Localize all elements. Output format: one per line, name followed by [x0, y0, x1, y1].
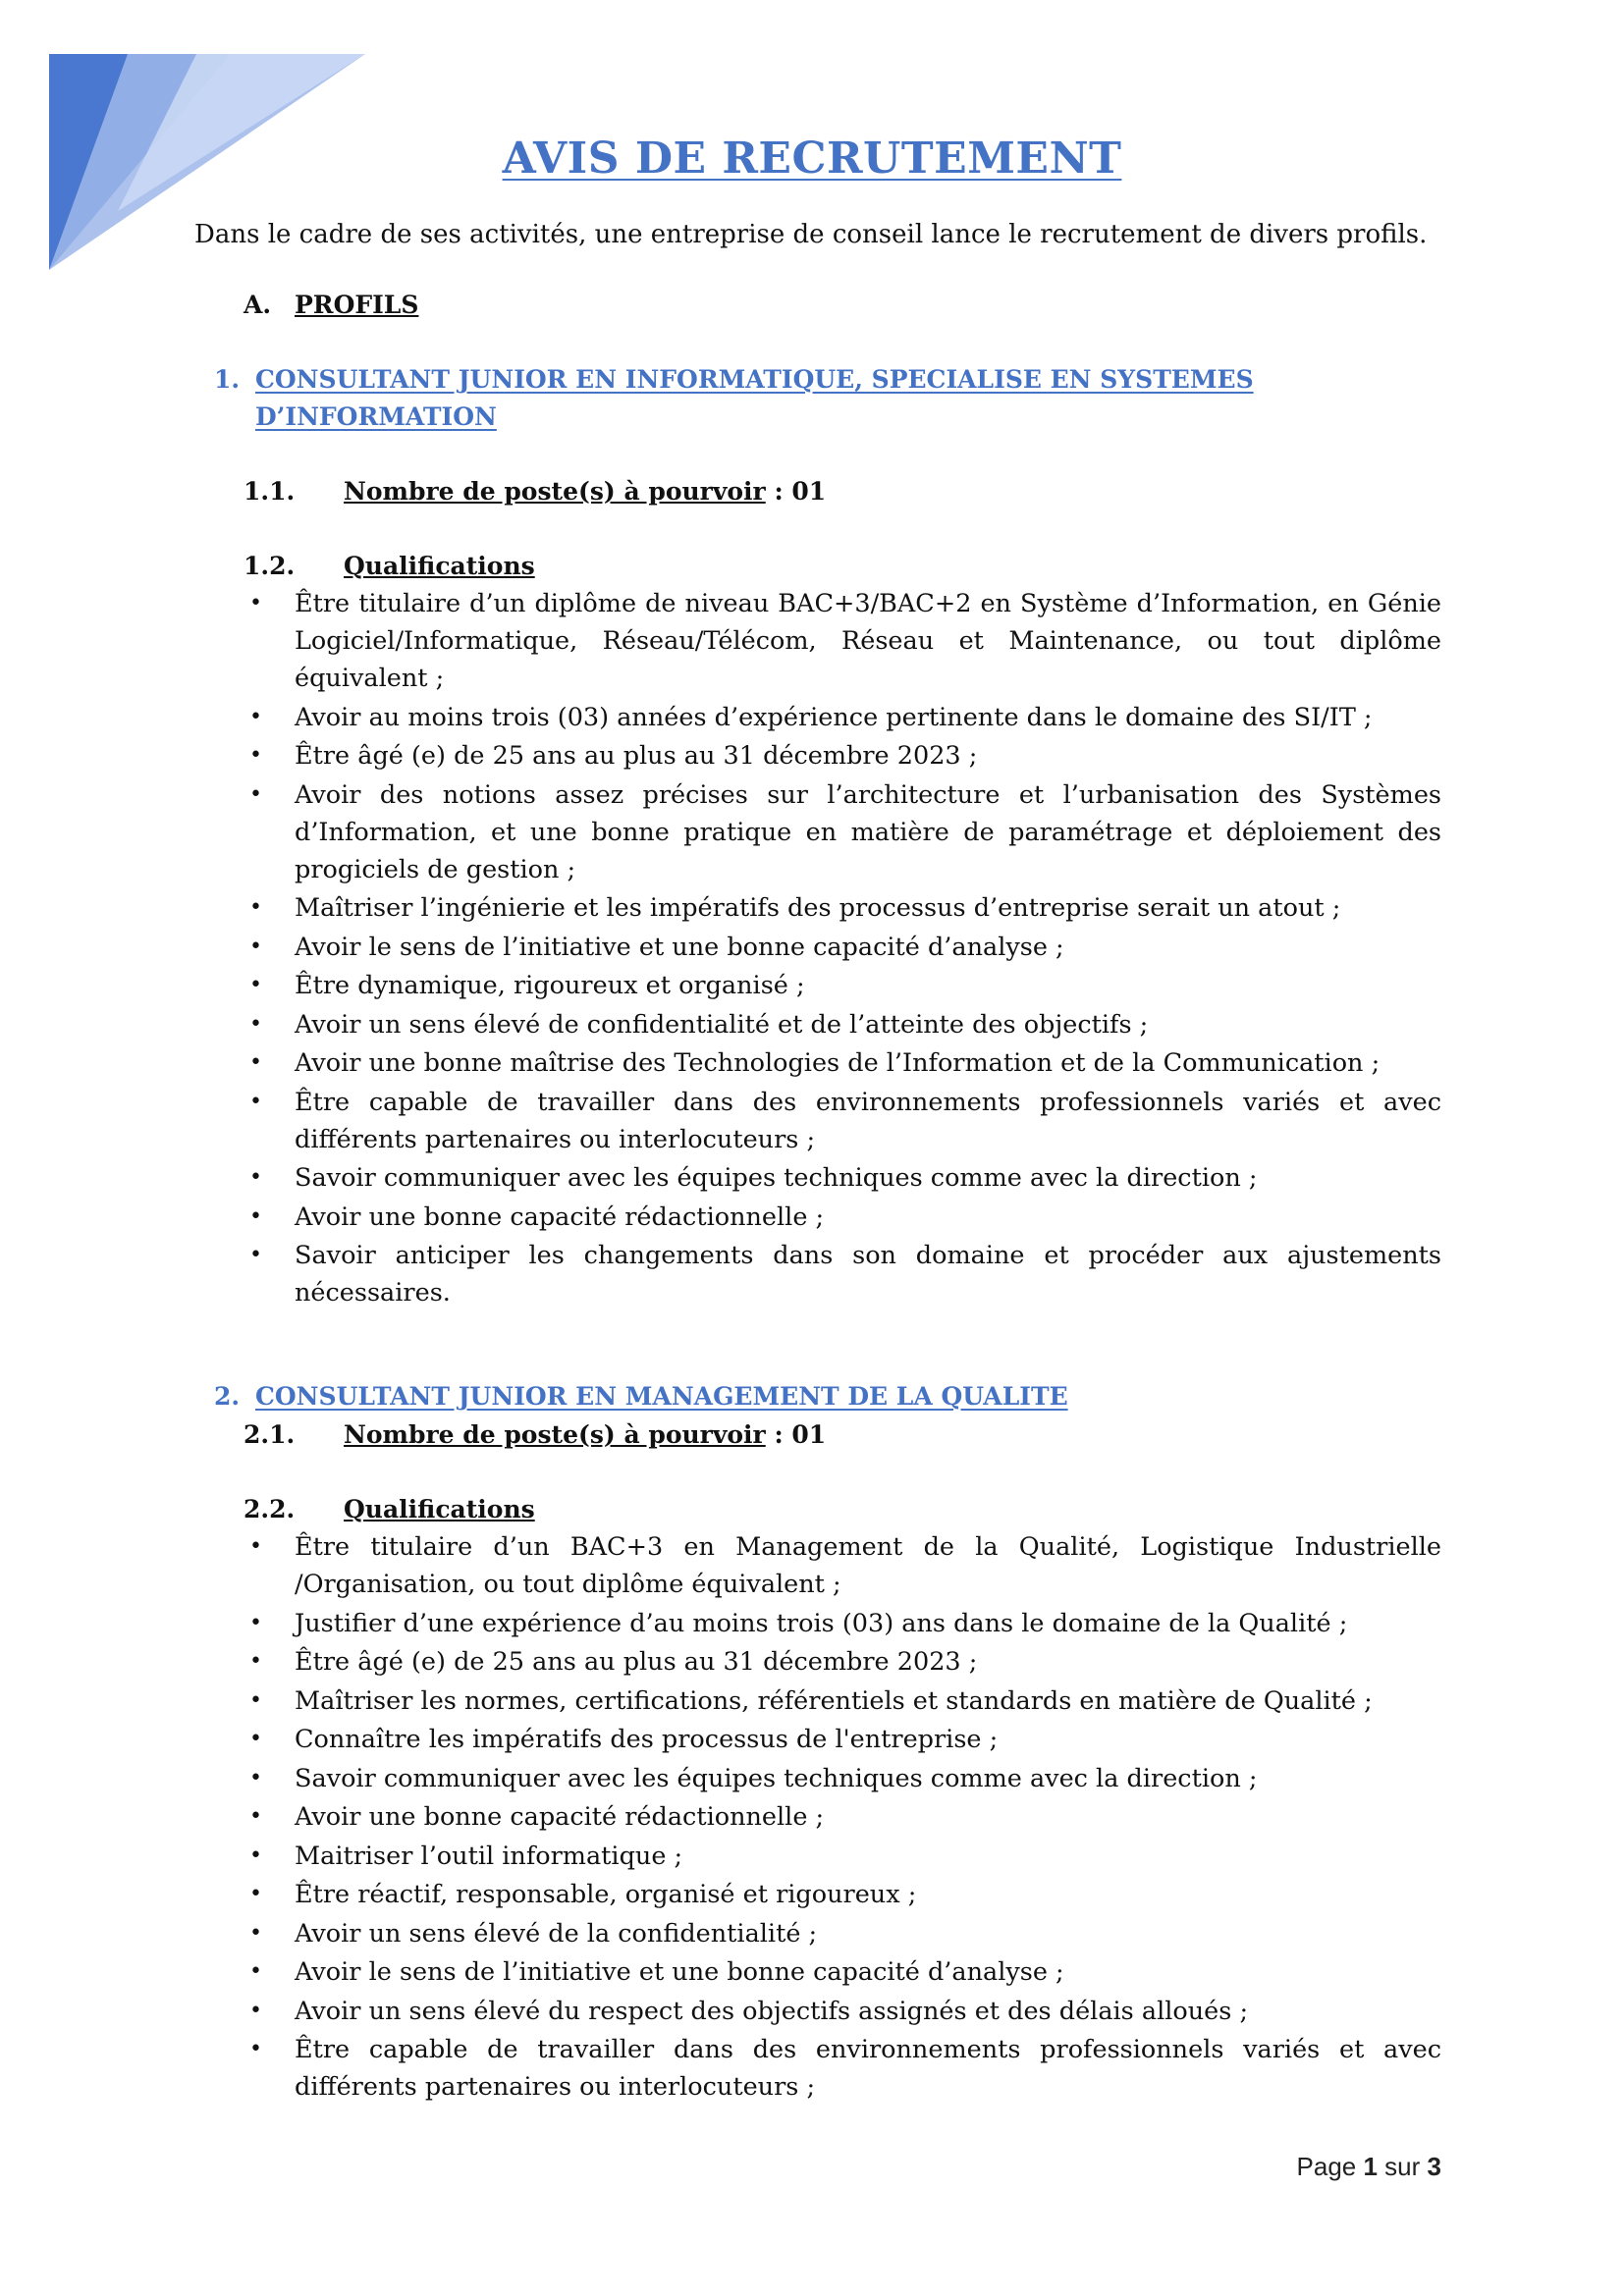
section-a-label: PROFILS — [295, 291, 419, 319]
profile-2-posts-number: 2.1. — [244, 1420, 296, 1449]
list-item: • Avoir une bonne capacité rédactionnelle ; — [247, 1798, 1441, 1836]
profile-1-heading — [214, 361, 1294, 436]
bullet-icon: • — [249, 743, 262, 768]
list-item: • Être âgé (e) de 25 ans au plus au 31 décembre 2023 ; — [247, 1643, 1441, 1681]
list-item: • Avoir une bonne maîtrise des Technologies de l’Information et de la Communication ; — [247, 1044, 1441, 1082]
bullet-icon: • — [249, 704, 262, 729]
list-item: • Savoir anticiper les changements dans son domaine et procéder aux ajustements nécessaires. — [247, 1237, 1441, 1311]
bullet-icon: • — [249, 591, 262, 615]
intro-paragraph: Dans le cadre de ses activités, une entreprise de conseil lance le recrutement de divers profils. — [194, 220, 1428, 249]
list-item: • Maitriser l’outil informatique ; — [247, 1838, 1441, 1875]
bullet-icon: • — [249, 1011, 262, 1037]
profile-2-posts-value: : 01 — [765, 1420, 827, 1449]
bullet-icon: • — [249, 1165, 262, 1190]
profile-1-qualifications-label: Qualifications — [344, 552, 535, 580]
bullet-icon: • — [249, 1243, 262, 1267]
bullet-icon: • — [249, 1765, 262, 1790]
profile-1-number: 1. — [214, 365, 241, 394]
bullet-icon: • — [249, 1998, 262, 2023]
list-item: • Avoir le sens de l’initiative et une bonne capacité d’analyse ; — [247, 1953, 1441, 1991]
list-item: • Maîtriser les normes, certifications, référentiels et standards en matière de Qualité ; — [247, 1682, 1441, 1720]
list-item: • Avoir un sens élevé de la confidentialité ; — [247, 1915, 1441, 1952]
list-item: • Être dynamique, rigoureux et organisé ; — [247, 967, 1441, 1004]
list-item: • Avoir un sens élevé de confidentialité et de l’atteinte des objectifs ; — [247, 1006, 1441, 1043]
section-a-letter: A. — [244, 291, 272, 319]
bullet-icon: • — [249, 1959, 262, 1984]
profile-2-number: 2. — [214, 1382, 241, 1411]
bullet-icon: • — [249, 1687, 262, 1713]
profile-1-qualifications-number: 1.2. — [244, 552, 296, 580]
list-item: • Être réactif, responsable, organisé et rigoureux ; — [247, 1876, 1441, 1913]
section-a-heading — [244, 291, 418, 319]
profile-2-qualifications-list — [247, 1528, 1441, 2108]
profile-2-qualifications-heading — [244, 1491, 535, 1528]
bullet-icon: • — [249, 973, 262, 997]
bullet-icon: • — [249, 934, 262, 959]
bullet-icon: • — [249, 2037, 262, 2061]
list-item: • Connaître les impératifs des processus de l'entreprise ; — [247, 1721, 1441, 1758]
bullet-icon: • — [249, 1920, 262, 1946]
profile-1-qualifications-list — [247, 585, 1441, 1313]
profile-1-qualifications-heading — [244, 548, 535, 585]
list-item: • Avoir des notions assez précises sur l’architecture et l’urbanisation des Systèmes d’Information, et une bonne pratique en matière de paramétrage et déploiement des progiciels de gestion ; — [247, 776, 1441, 888]
profile-2-heading — [214, 1378, 1294, 1415]
list-item: • Justifier d’une expérience d’au moins trois (03) ans dans le domaine de la Qualité ; — [247, 1605, 1441, 1642]
list-item: • Savoir communiquer avec les équipes techniques comme avec la direction ; — [247, 1760, 1441, 1797]
page-number-prefix: Page — [1296, 2152, 1364, 2181]
list-item: • Avoir le sens de l’initiative et une bonne capacité d’analyse ; — [247, 929, 1441, 966]
page-number — [1297, 2152, 1441, 2182]
profile-2-qualifications-number: 2.2. — [244, 1495, 296, 1523]
profile-1-title: CONSULTANT JUNIOR EN INFORMATIQUE, SPECIALISE EN SYSTEMES D’INFORMATION — [255, 365, 1254, 431]
page-title: AVIS DE RECRUTEMENT — [502, 133, 1122, 184]
profile-2-qualifications-label: Qualifications — [344, 1495, 535, 1523]
bullet-icon: • — [249, 1882, 262, 1906]
page-number-total: 3 — [1427, 2152, 1441, 2181]
list-item: • Maîtriser l’ingénierie et les impératifs des processus d’entreprise serait un atout ; — [247, 889, 1441, 927]
bullet-icon: • — [249, 895, 262, 920]
bullet-icon: • — [249, 1534, 262, 1559]
list-item: • Avoir une bonne capacité rédactionnelle ; — [247, 1199, 1441, 1236]
bullet-icon: • — [249, 1203, 262, 1229]
page-number-middle: sur — [1377, 2152, 1428, 2181]
list-item: • Être titulaire d’un BAC+3 en Management de la Qualité, Logistique Industrielle /Organisation, ou tout diplôme équivalent ; — [247, 1528, 1441, 1603]
bullet-icon: • — [249, 1842, 262, 1868]
bullet-icon: • — [249, 1804, 262, 1829]
bullet-icon: • — [249, 1050, 262, 1075]
bullet-icon: • — [249, 1727, 262, 1751]
list-item: • Être âgé (e) de 25 ans au plus au 31 décembre 2023 ; — [247, 737, 1441, 774]
list-item: • Être titulaire d’un diplôme de niveau BAC+3/BAC+2 en Système d’Information, en Génie Logiciel/Informatique, Réseau/Télécom, Réseau et Maintenance, ou tout diplôme équivalent ; — [247, 585, 1441, 697]
profile-1-posts-number: 1.1. — [244, 477, 296, 506]
bullet-icon: • — [249, 781, 262, 807]
list-item: • Savoir communiquer avec les équipes techniques comme avec la direction ; — [247, 1159, 1441, 1197]
bullet-icon: • — [249, 1610, 262, 1635]
list-item: • Être capable de travailler dans des environnements professionnels variés et avec différents partenaires ou interlocuteurs ; — [247, 1084, 1441, 1158]
list-item: • Avoir un sens élevé du respect des objectifs assignés et des délais alloués ; — [247, 1993, 1441, 2030]
profile-1-posts-label: Nombre de poste(s) à pourvoir — [344, 477, 766, 506]
profile-2-posts-label: Nombre de poste(s) à pourvoir — [344, 1420, 766, 1449]
profile-2-posts — [244, 1416, 826, 1454]
profile-1-posts-value: : 01 — [765, 477, 827, 506]
page-number-current: 1 — [1363, 2152, 1378, 2181]
list-item: • Avoir au moins trois (03) années d’expérience pertinente dans le domaine des SI/IT ; — [247, 699, 1441, 736]
profile-2-title: CONSULTANT JUNIOR EN MANAGEMENT DE LA QUALITE — [255, 1382, 1068, 1411]
list-item: • Être capable de travailler dans des environnements professionnels variés et avec différents partenaires ou interlocuteurs ; — [247, 2031, 1441, 2106]
profile-1-posts — [244, 473, 826, 510]
bullet-icon: • — [249, 1089, 262, 1114]
bullet-icon: • — [249, 1649, 262, 1674]
